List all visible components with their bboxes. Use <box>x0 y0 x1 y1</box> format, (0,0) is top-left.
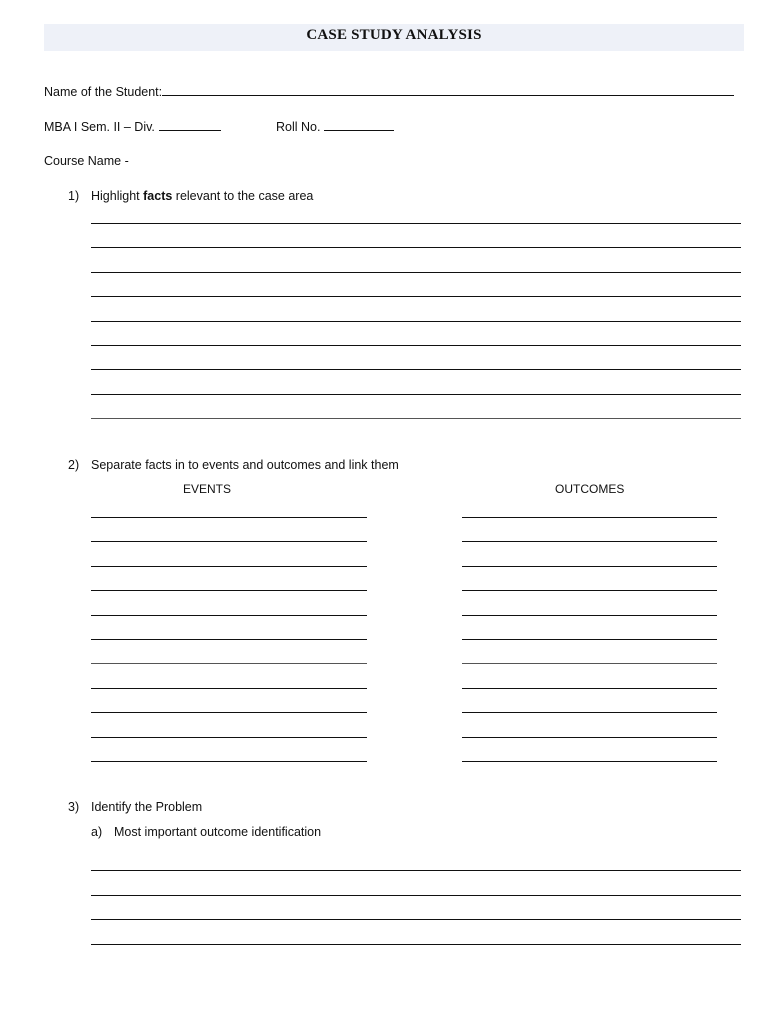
answer-line[interactable] <box>91 590 367 591</box>
events-column-header: EVENTS <box>183 482 232 496</box>
question-2-number: 2) <box>68 458 80 472</box>
student-name-label: Name of the Student: <box>44 85 163 99</box>
answer-line[interactable] <box>91 394 741 395</box>
page-title: CASE STUDY ANALYSIS <box>306 27 482 43</box>
answer-line[interactable] <box>91 345 741 346</box>
question-1-text-end: relevant to the case area <box>172 189 314 203</box>
division-label: MBA I Sem. II – Div. <box>44 120 155 134</box>
answer-line[interactable] <box>91 566 367 567</box>
answer-line[interactable] <box>462 517 717 518</box>
question-3-number: 3) <box>68 800 80 814</box>
answer-line[interactable] <box>91 870 741 871</box>
question-2-text: Separate facts in to events and outcomes and link them <box>91 458 399 472</box>
answer-line[interactable] <box>462 615 717 616</box>
answer-line[interactable] <box>91 517 367 518</box>
answer-line[interactable] <box>91 296 741 297</box>
title-bar <box>44 24 744 51</box>
student-name-field[interactable] <box>162 84 734 96</box>
answer-line[interactable] <box>462 639 717 640</box>
outcomes-column-header: OUTCOMES <box>555 482 625 496</box>
answer-line[interactable] <box>462 566 717 567</box>
answer-line[interactable] <box>91 321 741 322</box>
answer-line[interactable] <box>91 272 741 273</box>
student-name-row <box>44 84 734 100</box>
answer-line[interactable] <box>91 761 367 762</box>
answer-line[interactable] <box>462 737 717 738</box>
answer-line[interactable] <box>91 688 367 689</box>
roll-number-field[interactable] <box>324 119 394 131</box>
question-1-text-bold: facts <box>143 189 173 203</box>
answer-line[interactable] <box>462 541 717 542</box>
course-name-row <box>44 153 129 169</box>
answer-line[interactable] <box>91 944 741 945</box>
question-3a-label: a) <box>91 825 103 839</box>
question-3a-text: Most important outcome identification <box>114 825 322 839</box>
answer-line[interactable] <box>91 541 367 542</box>
answer-line[interactable] <box>91 663 367 664</box>
answer-line[interactable] <box>91 919 741 920</box>
answer-line[interactable] <box>462 590 717 591</box>
answer-line[interactable] <box>91 418 741 419</box>
answer-line[interactable] <box>462 688 717 689</box>
answer-line[interactable] <box>462 663 717 664</box>
division-field[interactable] <box>159 119 221 131</box>
roll-number-label: Roll No. <box>276 120 321 134</box>
answer-line[interactable] <box>91 737 367 738</box>
course-name-label: Course Name - <box>44 154 129 168</box>
question-1-text <box>91 188 313 204</box>
answer-line[interactable] <box>91 369 741 370</box>
answer-line[interactable] <box>91 712 367 713</box>
answer-line[interactable] <box>462 712 717 713</box>
answer-line[interactable] <box>91 615 367 616</box>
answer-line[interactable] <box>91 223 741 224</box>
answer-line[interactable] <box>91 639 367 640</box>
roll-number-row <box>276 119 394 135</box>
answer-line[interactable] <box>91 895 741 896</box>
question-1-number: 1) <box>68 189 80 203</box>
answer-line[interactable] <box>462 761 717 762</box>
question-1-text-start: Highlight <box>91 189 144 203</box>
question-3-text: Identify the Problem <box>91 800 203 814</box>
division-row <box>44 119 221 135</box>
answer-line[interactable] <box>91 247 741 248</box>
